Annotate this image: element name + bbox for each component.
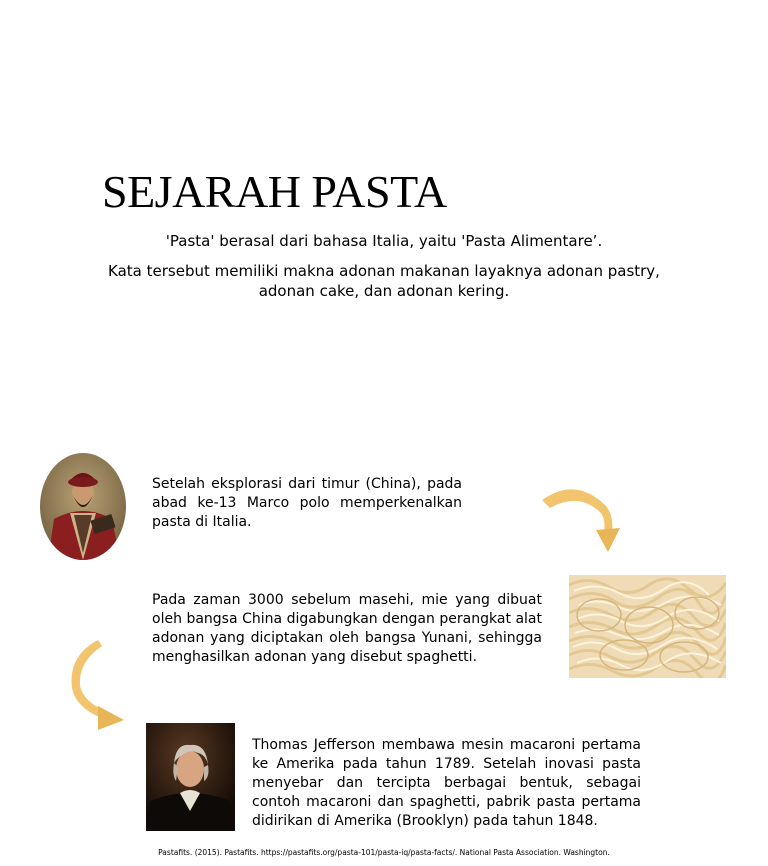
section-2-text: Pada zaman 3000 sebelum masehi, mie yang dibuat oleh bangsa China digabungkan dengan perangkat alat adonan yang diciptakan oleh bangsa Yunani, sehingga menghasilkan adonan yang disebut spaghetti. [152,592,542,665]
fresh-noodles-photo [569,575,726,678]
page-title: SEJARAH PASTA [102,166,447,217]
curved-arrow-down-left-icon [64,636,130,732]
section-1-text: Setelah eksplorasi dari timur (China), pada abad ke-13 Marco polo memperkenalkan pasta di Italia. [152,476,462,530]
marco-polo-portrait [40,453,126,560]
intro-line-2: Kata tersebut memiliki makna adonan makanan layaknya adonan pastry, adonan cake, dan adonan kering. [108,262,660,300]
intro-line-1: 'Pasta' berasal dari bahasa Italia, yaitu 'Pasta Alimentare’. [165,232,603,250]
thomas-jefferson-portrait [146,723,235,831]
citation: Pastafits. (2015). Pastafits. https://pastafits.org/pasta-101/pasta-iq/pasta-facts/. National Pasta Association. Washington. [158,848,610,857]
section-3-text: Thomas Jefferson membawa mesin macaroni pertama ke Amerika pada tahun 1789. Setelah inovasi pasta menyebar dan tercipta berbagai bentuk, sebagai contoh macaroni dan spaghetti, pabrik pasta pertama didirikan di Amerika (Brooklyn) pada tahun 1848. [252,737,641,829]
curved-arrow-down-right-icon [536,480,626,556]
